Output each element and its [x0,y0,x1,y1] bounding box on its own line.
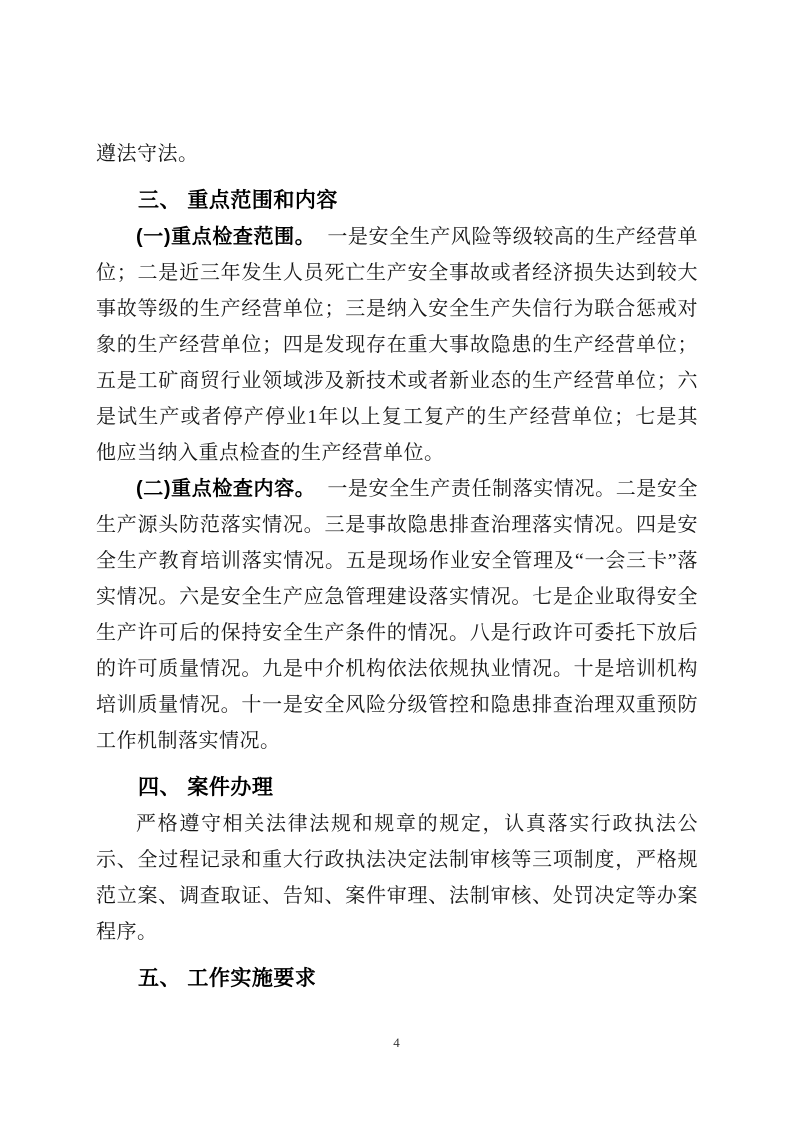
paragraph-key-inspection-scope [96,219,698,471]
section-heading-case-handling: 四、 案件办理 [138,776,274,799]
paragraph-lead-scope: (一)重点检查范围。 [136,226,316,248]
paragraph-text-scope: 一是安全生产风险等级较高的生产经营单位；二是近三年发生人员死亡生产安全事故或者经济损失达到较大事故等级的生产经营单位；三是纳入安全生产失信行为联合惩戒对象的生产经营单位；四是发现存在重大事故隐患的生产经营单位；五是工矿商贸行业领域涉及新技术或者新业态的生产经营单位；六是试生产或者停产停业1年以上复工复产的生产经营单位；七是其他应当纳入重点检查的生产经营单位。 [96,226,698,464]
document-content [96,136,698,997]
paragraph-key-inspection-content [96,471,698,759]
page-number: 4 [393,1035,400,1050]
paragraph-continuation: 遵法守法。 [96,143,199,165]
paragraph-text-content: 一是安全生产责任制落实情况。二是安全生产源头防范落实情况。三是事故隐患排查治理落实情况。四是安全生产教育培训落实情况。五是现场作业安全管理及“一会三卡”落实情况。六是安全生产应急管理建设落实情况。七是企业取得安全生产许可后的保持安全生产条件的情况。八是行政许可委托下放后的许可质量情况。九是中介机构依法依规执业情况。十是培训机构培训质量情况。十一是安全风险分级管控和隐患排查治理双重预防工作机制落实情况。 [96,478,698,752]
section-heading-work-requirements: 五、 工作实施要求 [138,967,317,990]
paragraph-case-handling: 严格遵守相关法律法规和规章的规定，认真落实行政执法公示、全过程记录和重大行政执法决定法制审核等三项制度，严格规范立案、调查取证、告知、案件审理、法制审核、处罚决定等办案程序。 [96,813,698,943]
page-footer [0,1034,793,1052]
paragraph-lead-content: (二)重点检查内容。 [136,478,316,500]
section-heading-scope-and-content: 三、 重点范围和内容 [138,189,338,212]
